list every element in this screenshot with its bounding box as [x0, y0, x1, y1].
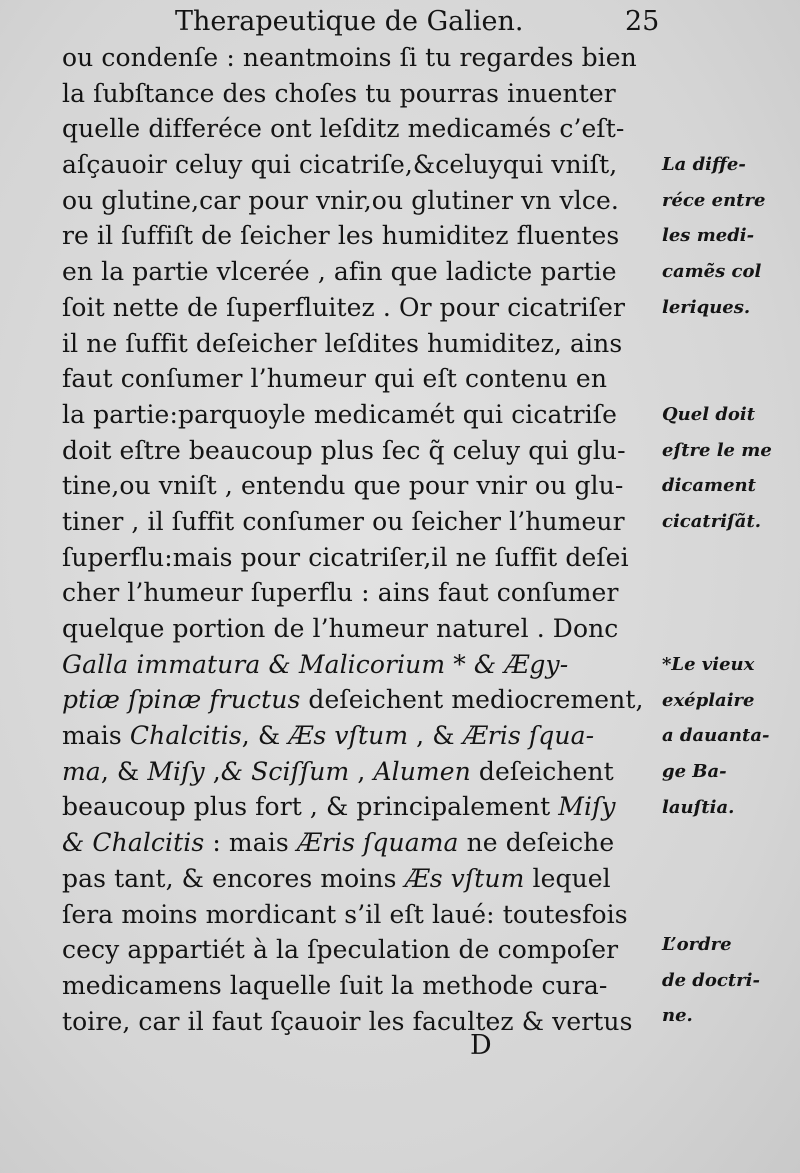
italic-term: & Chalcitis: [62, 828, 205, 858]
text-line: [62, 183, 660, 219]
text-run: tine,ou vniſt , entendu que pour vnir ou glu-: [62, 471, 624, 501]
text-line: [62, 897, 660, 933]
text-line: [62, 254, 660, 290]
margin-note-old-copy: [662, 647, 798, 825]
text-line: [62, 861, 660, 897]
italic-term: ptiæ ſpinæ fructus: [62, 685, 301, 715]
text-run: deſeichent: [470, 756, 614, 786]
page-number: 25: [625, 6, 660, 37]
text-line: [62, 968, 660, 1004]
margin-note-order-of-doctrine: [662, 927, 798, 1034]
text-run: , &: [100, 756, 148, 786]
margin-note-line: *Le vieux: [662, 654, 755, 675]
text-run: il ne ſuffit deſeicher leſdites humiditez, ains: [62, 328, 623, 358]
text-line: [62, 76, 660, 112]
text-run: doit eſtre beaucoup plus ſec q̃ celuy qui glu-: [62, 435, 626, 465]
margin-note-line: exéplaire: [662, 689, 755, 711]
text-line: [62, 789, 660, 825]
running-header: [175, 2, 660, 42]
text-line: [62, 754, 660, 790]
margin-note-line: a dauanta-: [662, 725, 770, 747]
text-line: [62, 468, 660, 504]
italic-term: Æs vſtum: [288, 721, 409, 751]
text-run: lequel: [524, 863, 611, 893]
text-run: mais: [62, 721, 130, 751]
text-run: deſeichent mediocrement,: [300, 685, 644, 715]
italic-term: Alumen: [373, 756, 471, 786]
text-line: [62, 361, 660, 397]
text-line: [62, 326, 660, 362]
text-line: [62, 218, 660, 254]
margin-note-difference: [662, 147, 798, 325]
margin-note-line: ge Ba-: [662, 761, 727, 783]
margin-note-line: L’ordre: [662, 934, 732, 955]
margin-note-line: lauſtia.: [662, 796, 735, 818]
text-line: [62, 611, 660, 647]
text-run: , &: [241, 721, 289, 751]
margin-note-line: réce entre: [662, 189, 766, 211]
italic-term: Miſy: [558, 792, 616, 822]
text-run: quelque portion de l’humeur naturel . Donc: [62, 614, 619, 643]
running-title: Therapeutique de Galien.: [175, 6, 524, 37]
text-line: [62, 718, 660, 754]
text-line: [62, 504, 660, 540]
text-run: beaucoup plus fort , & principalement: [62, 792, 559, 822]
italic-term: Galla immatura & Malicorium * & Ægy-: [62, 649, 569, 679]
text-line: [62, 682, 660, 718]
text-line: [62, 540, 660, 576]
text-line: [62, 575, 660, 611]
text-line: [62, 290, 660, 326]
text-run: la partie:parquoyle medicamét qui cicatriſe: [62, 399, 618, 429]
text-run: ſuperflu:mais pour cicatriſer,il ne ſuffit deſei: [62, 542, 629, 572]
margin-note-line: dicament: [662, 475, 756, 497]
signature-mark: D: [470, 1030, 492, 1061]
text-run: ſera moins mordicant s’il eſt laué: toutesfois: [62, 899, 628, 929]
text-line: [62, 825, 660, 861]
text-run: re il ſuffiſt de ſeicher les humiditez fluentes: [62, 221, 620, 251]
text-run: , &: [408, 721, 463, 751]
margin-note-line: camẽs col: [662, 261, 762, 283]
text-run: aſçauoir celuy qui cicatriſe,&celuyqui vniſt,: [62, 150, 618, 180]
text-run: faut conſumer l’humeur qui eſt contenu en: [62, 364, 608, 394]
text-run: ou condenſe : neantmoins ſi tu regardes bien: [62, 43, 637, 72]
text-line: [62, 1004, 660, 1040]
text-line: [62, 40, 660, 76]
italic-term: Æs vſtum: [404, 863, 525, 893]
text-line: [62, 111, 660, 147]
margin-note-cicatrising: [662, 397, 798, 540]
italic-term: Æris ſquama: [296, 828, 459, 858]
italic-term: Chalcitis: [129, 721, 242, 751]
margin-note-line: leriques.: [662, 296, 751, 318]
margin-note-line: La diffe-: [662, 154, 746, 175]
text-run: ou glutine,car pour vnir,ou glutiner vn vlce.: [62, 185, 619, 215]
margin-note-line: Quel doit: [662, 404, 756, 425]
text-line: [62, 932, 660, 968]
text-run: ne deſeiche: [458, 828, 615, 858]
italic-term: ma: [62, 756, 101, 786]
body-text: [62, 40, 660, 1039]
text-run: ,: [349, 756, 374, 786]
text-run: quelle differéce ont leſditz medicamés c’eſt-: [62, 114, 625, 144]
text-run: ,: [204, 756, 221, 786]
text-run: cecy appartiét à la ſpeculation de compoſer: [62, 935, 619, 965]
margin-note-line: ne.: [662, 1005, 693, 1027]
margin-note-line: de doctri-: [662, 969, 760, 991]
margin-note-line: les medi-: [662, 225, 755, 247]
text-run: cher l’humeur ſuperflu : ains faut conſumer: [62, 578, 619, 608]
italic-term: Miſy: [147, 756, 205, 786]
text-run: toire, car il faut ſçauoir les facultez & vertus: [62, 1006, 633, 1036]
text-run: en la partie vlcerée , afin que ladicte partie: [62, 257, 617, 287]
italic-term: & Sciſſum: [220, 756, 350, 786]
italic-term: Æris ſqua-: [462, 721, 595, 751]
text-line: [62, 647, 660, 683]
margin-note-line: eſtre le me: [662, 439, 772, 461]
text-line: [62, 433, 660, 469]
text-run: ſoit nette de ſuperfluitez . Or pour cicatriſer: [62, 292, 626, 322]
text-line: [62, 397, 660, 433]
margin-note-line: cicatriſãt.: [662, 511, 762, 533]
text-run: tiner , il ſuffit conſumer ou ſeicher l’humeur: [62, 506, 625, 536]
text-run: : mais: [204, 828, 297, 858]
text-run: la ſubſtance des choſes tu pourras inuenter: [62, 78, 616, 108]
text-line: [62, 147, 660, 183]
text-run: pas tant, & encores moins: [62, 863, 405, 893]
text-run: medicamens laquelle ſuit la methode cura-: [62, 970, 608, 1000]
